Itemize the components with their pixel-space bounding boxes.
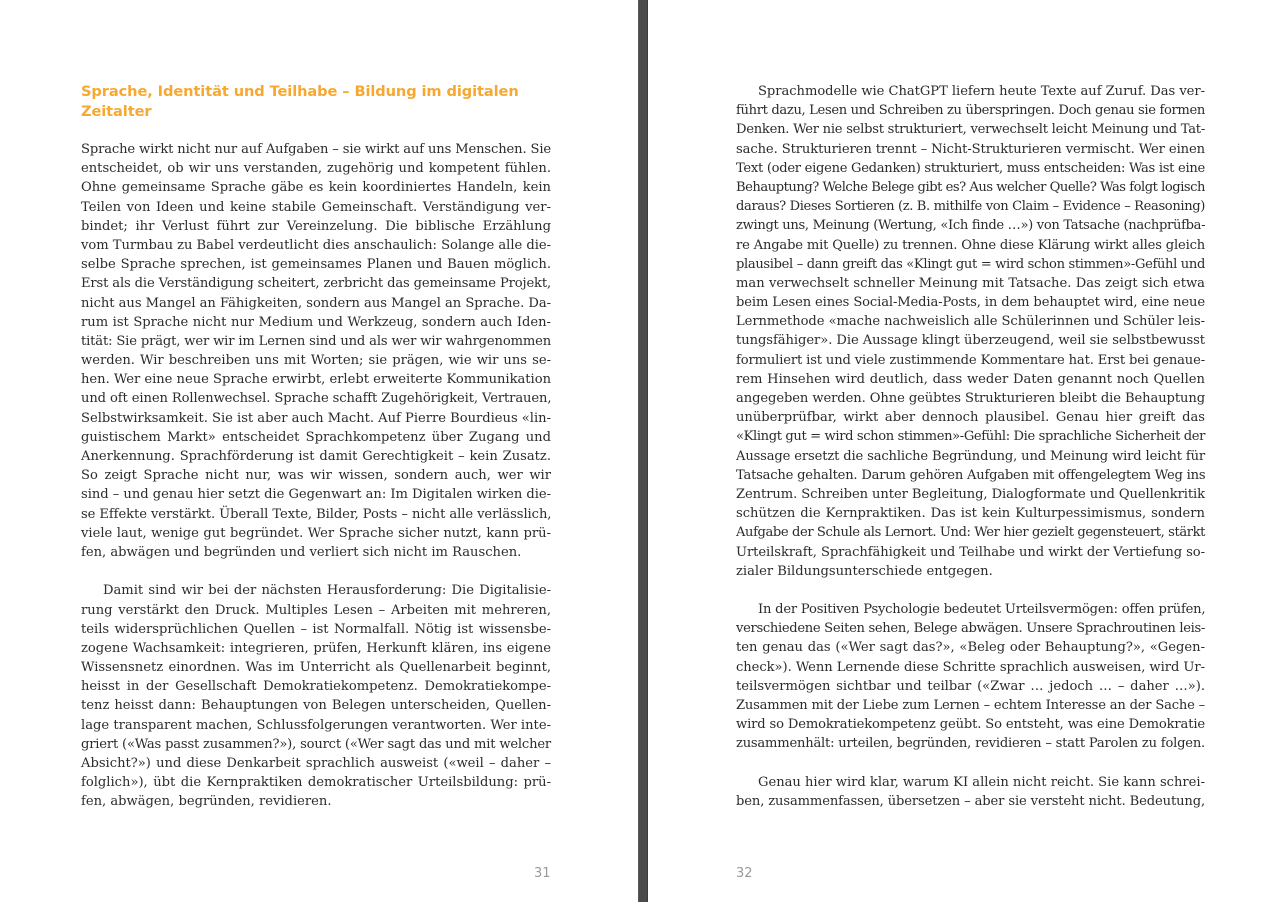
text-line: ten genau das («Wer sagt das?», «Beleg oder Behauptung?», «Gegen- — [736, 640, 1205, 656]
text-line: Genau hier wird klar, warum KI allein nicht reicht. Sie kann schrei- — [758, 774, 1205, 790]
text-line: hen. Wer eine neue Sprache erwirbt, erlebt erweiterte Kommunikation — [81, 372, 552, 388]
text-line: folglich»), übt die Kernpraktiken demokratischer Urteilsbildung: prü- — [81, 775, 551, 791]
text-line: Tatsache gehalten. Darum gehören Aufgaben mit offengelegtem Weg ins — [736, 467, 1206, 483]
text-line: ben, zusammenfassen, übersetzen – aber sie versteht nicht. Bedeutung, — [736, 793, 1205, 809]
text-line: Aussage ersetzt die sachliche Begründung, und Meinung wird leicht für — [736, 448, 1205, 464]
text-line: werden. Wir beschreiben uns mit Worten; sie prägen, wie wir uns se- — [81, 353, 551, 369]
text-line: zialer Bildungsunterschiede entgegen. — [736, 563, 993, 579]
text-line: verschiedene Seiten sehen, Belege abwägen. Unsere Sprachroutinen leis- — [736, 621, 1206, 637]
page-gutter-divider — [638, 0, 648, 902]
text-line: check»). Wenn Lernende diese Schritte sprachlich ausweisen, wird Ur- — [736, 659, 1205, 675]
text-line: angegeben werden. Ohne geübtes Strukturieren bleibt die Behauptung — [736, 391, 1206, 406]
text-line: Absicht?») und diese Denkarbeit sprachlich ausweist («weil – daher – — [81, 756, 551, 771]
text-line: fen, abwägen und begründen und verliert sich nicht im Rauschen. — [81, 544, 522, 560]
text-line: Lernmethode «mache nachweislich alle Schülerinnen und Schüler leis- — [736, 314, 1205, 330]
text-line: formuliert ist und viele zustimmende Kommentare hat. Erst bei genaue- — [736, 352, 1205, 368]
text-line: Urteilskraft, Sprachfähigkeit und Teilhabe und wirkt der Vertiefung so- — [736, 544, 1205, 560]
text-line: re Angabe mit Quelle) zu trennen. Ohne diese Klärung wirkt alles gleich — [736, 237, 1206, 253]
left-page-body — [81, 140, 551, 812]
text-line: heisst in der Gesellschaft Demokratiekompetenz. Demokratiekompe- — [81, 679, 551, 695]
paragraph — [736, 82, 1205, 581]
page-number-right: 32 — [736, 866, 753, 881]
paragraph-gap — [81, 562, 551, 581]
right-page — [648, 0, 1285, 902]
text-line: entscheidet, ob wir uns verstanden, zugehörig und kompetent fühlen. — [81, 161, 551, 177]
paragraph — [736, 773, 1205, 811]
page-number-left: 31 — [534, 866, 551, 881]
text-line: teilsvermögen sichtbar und teilbar («Zwar … jedoch … – daher …»). — [736, 678, 1205, 694]
text-line: guistischem Markt» entscheidet Sprachkompetenz über Zugang und — [81, 429, 551, 445]
text-line: In der Positiven Psychologie bedeutet Urteilsvermögen: offen prüfen, — [758, 602, 1206, 618]
text-line: sache. Strukturieren trennt – Nicht-Strukturieren vermischt. Wer einen — [736, 141, 1205, 157]
text-line: «Klingt gut = wird schon stimmen»-Gefühl: Die sprachliche Sicherheit der — [736, 429, 1206, 445]
text-line: und oft einen Rollenwechsel. Sprache schafft Zugehörigkeit, Vertrauen, — [81, 391, 552, 407]
text-line: Zusammen mit der Liebe zum Lernen – echtem Interesse an der Sache – — [736, 698, 1206, 713]
text-line: unüberprüfbar, wirkt aber dennoch plausibel. Genau hier greift das — [736, 410, 1205, 426]
text-line: zwingt uns, Meinung (Wertung, «Ich finde …») von Tatsache (nachprüfba- — [736, 218, 1206, 234]
paragraph — [81, 581, 551, 811]
text-line: Text (oder eigene Gedanken) strukturiert, muss entscheiden: Was ist eine — [736, 160, 1205, 176]
text-line: Damit sind wir bei der nächsten Herausforderung: Die Digitalisie- — [103, 583, 551, 599]
paragraph — [736, 600, 1205, 754]
text-line: nicht aus Mangel an Fähigkeiten, sondern aus Mangel an Sprache. Da- — [81, 295, 552, 311]
text-line: zusammenhält: urteilen, begründen, revidieren – statt Parolen zu folgen. — [736, 736, 1206, 752]
text-line: viele laut, wenige gut begründet. Wer Sprache sicher nutzt, kann prü- — [81, 525, 551, 541]
text-line: tenz heisst dann: Behauptungen von Belegen unterscheiden, Quellen- — [81, 698, 551, 714]
chapter-title-line: Sprache, Identität und Teilhabe – Bildung im digitalen — [81, 83, 519, 100]
paragraph-gap — [736, 754, 1205, 773]
text-line: schützen die Kernpraktiken. Das ist kein Kulturpessimismus, sondern — [736, 506, 1205, 522]
text-line: teils widersprüchlichen Quellen – ist Normalfall. Nötig ist wissensbe- — [81, 621, 551, 637]
paragraph-gap — [736, 581, 1205, 600]
paragraph — [81, 140, 551, 562]
text-line: Sprachmodelle wie ChatGPT liefern heute Texte auf Zuruf. Das ver- — [758, 84, 1205, 99]
text-line: rem Hinsehen wird deutlich, dass weder Daten genannt noch Quellen — [736, 371, 1205, 387]
text-line: Behauptung? Welche Belege gibt es? Aus welcher Quelle? Was folgt logisch — [736, 179, 1205, 195]
text-line: Wissensnetz einordnen. Was im Unterricht als Quellenarbeit beginnt, — [81, 660, 551, 676]
right-page-body — [736, 82, 1205, 811]
text-line: Anerkennung. Sprachförderung ist damit Gerechtigkeit – kein Zusatz. — [81, 449, 551, 464]
text-line: tität: Sie prägt, wer wir im Lernen sind und als wer wir wahrgenommen — [81, 333, 552, 349]
left-page — [0, 0, 638, 902]
text-line: vom Turmbau zu Babel verdeutlicht dies anschaulich: Solange alle die- — [81, 237, 551, 253]
text-line: selbe Sprache sprechen, ist gemeinsames Planen und Bauen möglich. — [81, 257, 551, 273]
text-line: Teilen von Ideen und keine stabile Gemeinschaft. Verständigung ver- — [81, 199, 551, 215]
text-line: rum ist Sprache nicht nur Medium und Werkzeug, sondern auch Iden- — [81, 314, 551, 330]
text-line: daraus? Dieses Sortieren (z. B. mithilfe von Claim – Evidence – Reasoning) — [736, 199, 1205, 215]
text-line: zogene Wachsamkeit: integrieren, prüfen, Herkunft klären, ins eigene — [81, 640, 551, 656]
text-line: Denken. Wer nie selbst strukturiert, verwechselt leicht Meinung und Tat- — [736, 122, 1205, 138]
text-line: Sprache wirkt nicht nur auf Aufgaben – sie wirkt auf uns Menschen. Sie — [81, 142, 552, 157]
text-line: Zentrum. Schreiben unter Begleitung, Dialogformate und Quellenkritik — [736, 486, 1205, 502]
text-line: griert («Was passt zusammen?»), sourct («Wer sagt das und mit welcher — [81, 736, 551, 752]
text-line: Selbstwirksamkeit. Sie ist aber auch Macht. Auf Pierre Bourdieus «lin- — [81, 410, 551, 426]
text-line: wird so Demokratiekompetenz geübt. So entsteht, was eine Demokratie — [736, 717, 1205, 733]
text-line: lage transparent machen, Schlussfolgerungen verantworten. Wer inte- — [81, 717, 551, 733]
text-line: Aufgabe der Schule als Lernort. Und: Wer hier gezielt gegensteuert, stärkt — [736, 525, 1205, 541]
text-line: Erst als die Verständigung scheitert, zerbricht das gemeinsame Projekt, — [81, 276, 552, 292]
chapter-title-line: Zeitalter — [81, 102, 152, 120]
text-line: plausibel – dann greift das «Klingt gut = wird schon stimmen»-Gefühl und — [736, 256, 1205, 272]
text-line: se Effekte verstärkt. Überall Texte, Bilder, Posts – nicht alle verlässlich, — [81, 506, 552, 522]
text-line: sind – und genau hier setzt die Gegenwart an: Im Digitalen wirken die- — [81, 487, 551, 503]
text-line: rung verstärkt den Druck. Multiples Lesen – Arbeiten mit mehreren, — [81, 602, 551, 618]
text-line: man verwechselt schneller Meinung mit Tatsache. Das zeigt sich etwa — [736, 275, 1205, 291]
text-line: tungsfähiger». Die Aussage klingt überzeugend, weil sie selbstbewusst — [736, 333, 1205, 349]
text-line: So zeigt Sprache nicht nur, was wir wissen, sondern auch, wer wir — [81, 468, 551, 484]
text-line: beim Lesen eines Social-Media-Posts, in dem behauptet wird, eine neue — [736, 295, 1205, 311]
text-line: bindet; ihr Verlust führt zur Vereinzelung. Die biblische Erzählung — [81, 218, 551, 234]
text-line: fen, abwägen, begründen, revidieren. — [81, 794, 332, 810]
chapter-title — [81, 82, 551, 121]
text-line: führt dazu, Lesen und Schreiben zu überspringen. Doch genau sie formen — [736, 103, 1206, 119]
text-line: Ohne gemeinsame Sprache gäbe es kein koordiniertes Handeln, kein — [81, 180, 551, 196]
